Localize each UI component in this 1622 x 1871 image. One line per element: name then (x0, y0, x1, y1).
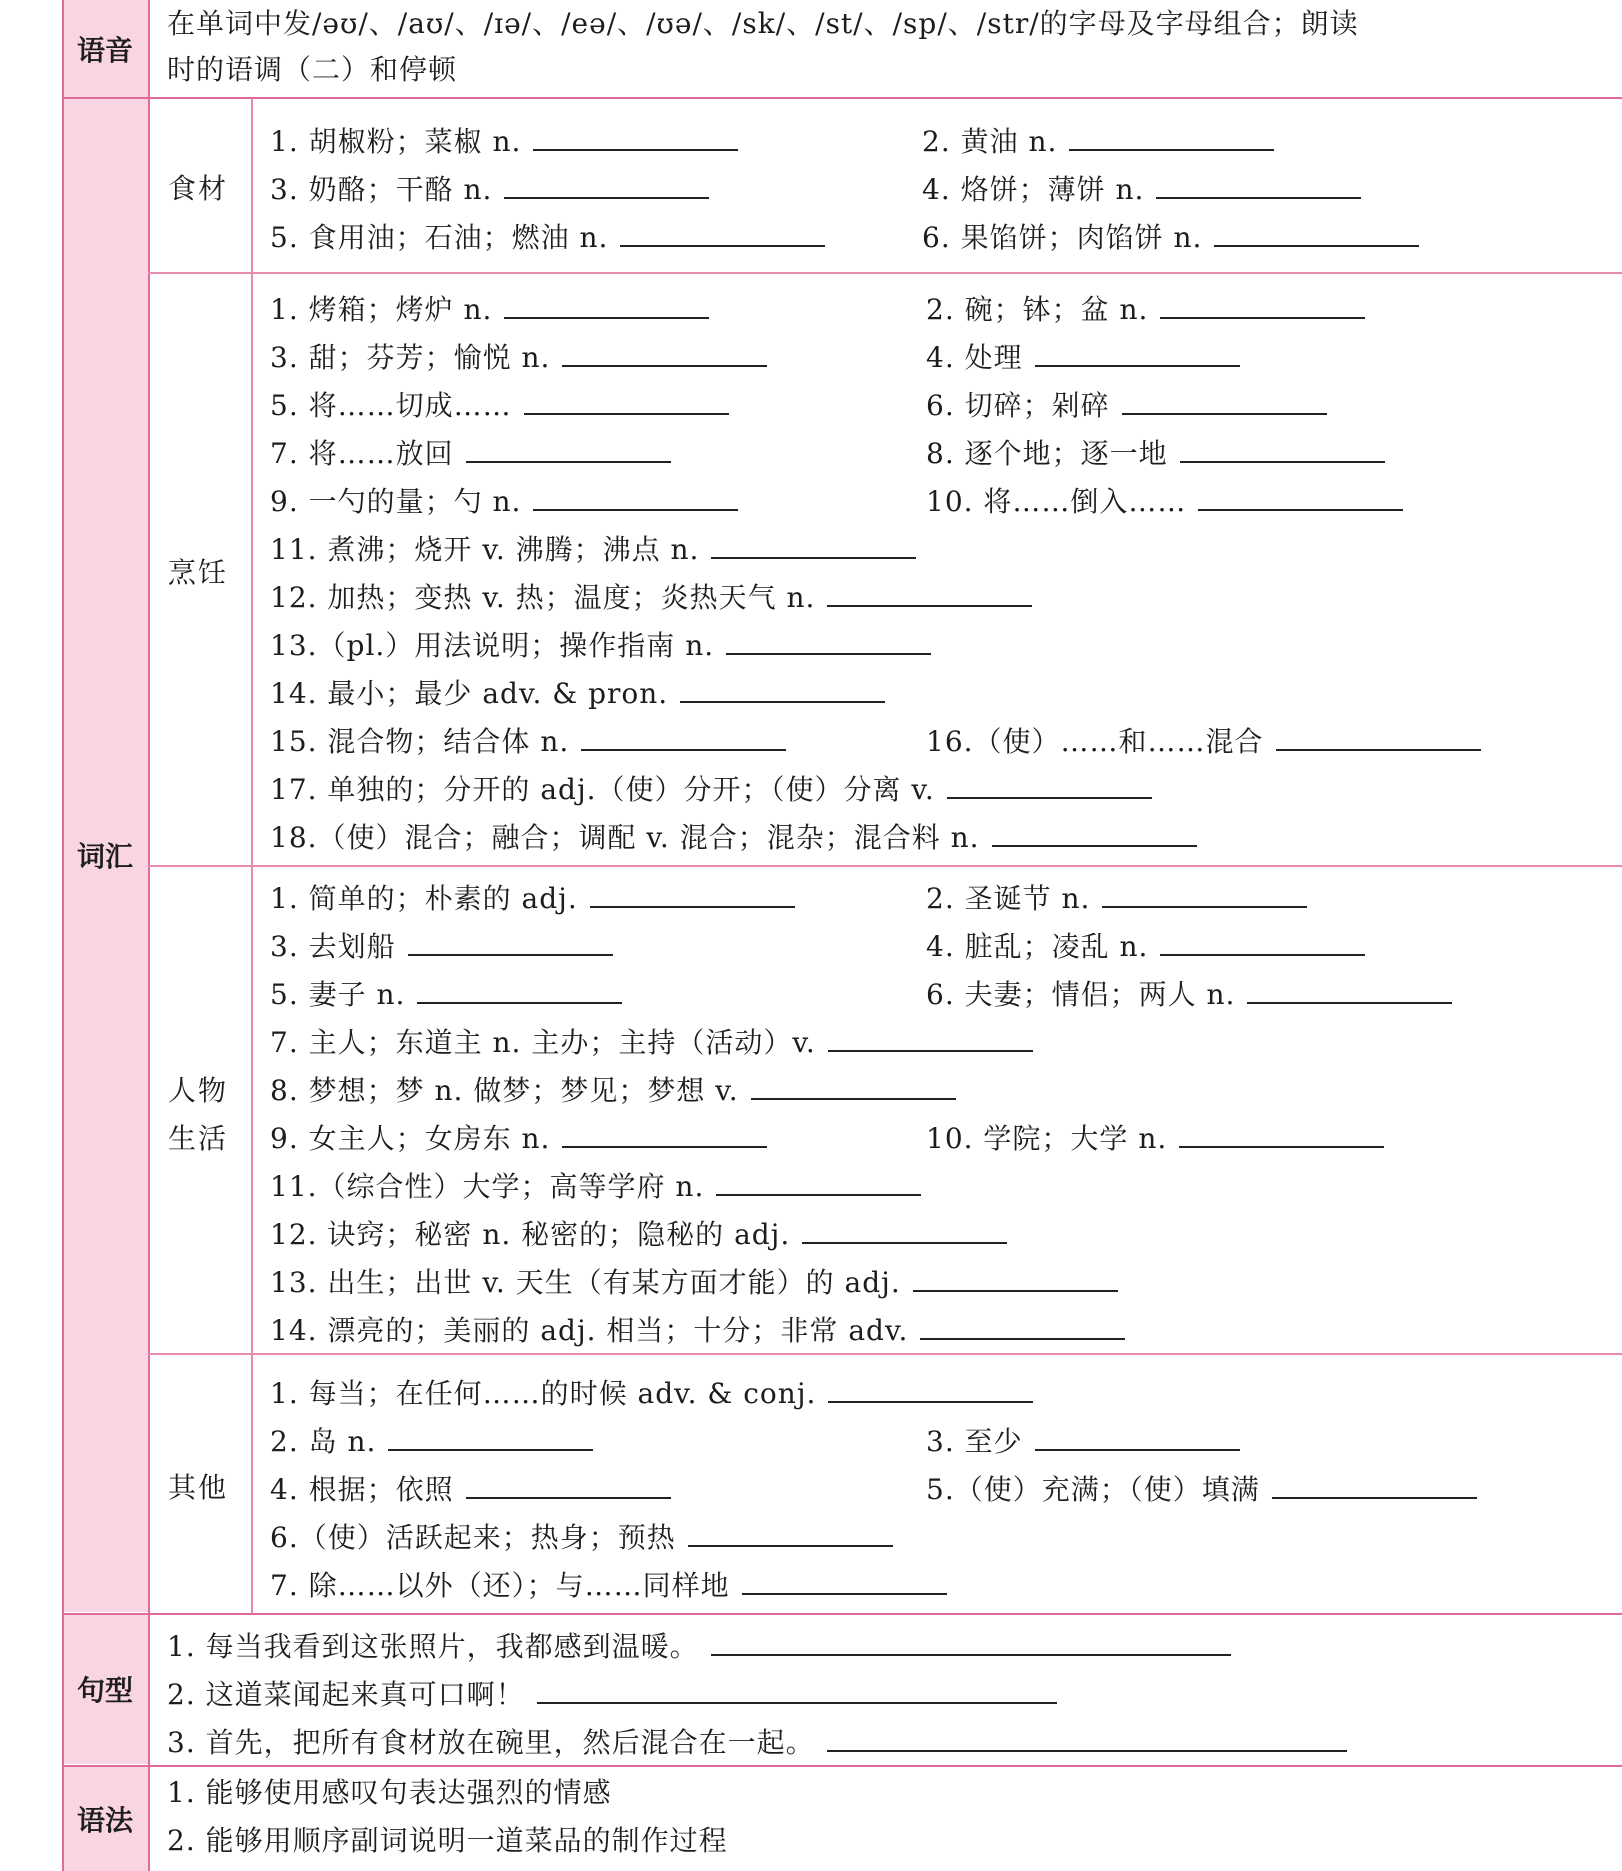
answer-blank[interactable] (1069, 119, 1274, 151)
answer-blank[interactable] (1179, 1116, 1384, 1148)
answer-blank[interactable] (711, 1624, 1231, 1656)
divider-vocab-sentences (62, 1613, 1622, 1615)
list-item: 5. 将……切成…… (270, 383, 729, 426)
people-label-1: 人物 (168, 1074, 229, 1107)
answer-blank[interactable] (533, 119, 738, 151)
table-left-border (62, 0, 64, 1871)
list-item: 10. 将……倒入…… (926, 479, 1403, 522)
list-item: 4. 脏乱；凌乱 n. (926, 924, 1365, 967)
list-item: 13.（pl.）用法说明；操作指南 n. (270, 623, 931, 666)
answer-blank[interactable] (947, 767, 1152, 799)
list-item: 2. 碗；钵；盆 n. (926, 287, 1365, 330)
answer-blank[interactable] (827, 1720, 1347, 1752)
grammar-item: 2. 能够用顺序副词说明一道菜品的制作过程 (167, 1824, 728, 1857)
list-item: 8. 梦想；梦 n. 做梦；梦见；梦想 v. (270, 1068, 956, 1111)
list-item: 6. 果馅饼；肉馅饼 n. (922, 215, 1419, 258)
vocabulary-label: 词汇 (76, 840, 133, 873)
list-item: 9. 女主人；女房东 n. (270, 1116, 767, 1159)
answer-blank[interactable] (417, 972, 622, 1004)
food-label: 食材 (168, 172, 229, 205)
answer-blank[interactable] (524, 383, 729, 415)
answer-blank[interactable] (742, 1563, 947, 1595)
grammar-label-cell (62, 1766, 148, 1871)
pronunciation-line-1: 在单词中发/əʊ/、/aʊ/、/ɪə/、/eə/、/ʊə/、/sk/、/st/、/sp/、/str/的字母及字母组合；朗读 (167, 7, 1359, 40)
list-item: 12. 诀窍；秘密 n. 秘密的；隐秘的 adj. (270, 1212, 1007, 1255)
other-label: 其他 (168, 1471, 229, 1504)
list-item: 7. 将……放回 (270, 431, 671, 474)
answer-blank[interactable] (827, 575, 1032, 607)
answer-blank[interactable] (1156, 167, 1361, 199)
answer-blank[interactable] (533, 479, 738, 511)
answer-blank[interactable] (1214, 215, 1419, 247)
answer-blank[interactable] (828, 1020, 1033, 1052)
list-item: 15. 混合物；结合体 n. (270, 719, 786, 762)
sentences-label: 句型 (76, 1674, 133, 1707)
answer-blank[interactable] (466, 1467, 671, 1499)
answer-blank[interactable] (751, 1068, 956, 1100)
list-item: 2. 圣诞节 n. (926, 876, 1307, 919)
list-item: 3. 至少 (926, 1419, 1240, 1462)
divider-cooking-people (148, 865, 1622, 867)
answer-blank[interactable] (1272, 1467, 1477, 1499)
list-item: 1. 每当；在任何……的时候 adv. & conj. (270, 1371, 1033, 1414)
vocabulary-label-cell (62, 98, 148, 1612)
list-item: 5. 食用油；石油；燃油 n. (270, 215, 825, 258)
list-item: 4. 烙饼；薄饼 n. (922, 167, 1361, 210)
grammar-label: 语法 (76, 1803, 133, 1837)
list-item: 11. 煮沸；烧开 v. 沸腾；沸点 n. (270, 527, 916, 570)
answer-blank[interactable] (920, 1308, 1125, 1340)
sentence-item: 1. 每当我看到这张照片，我都感到温暖。 (167, 1624, 1231, 1667)
list-item: 5.（使）充满；（使）填满 (926, 1467, 1477, 1510)
list-item: 3. 甜；芬芳；愉悦 n. (270, 335, 767, 378)
grammar-item: 1. 能够使用感叹句表达强烈的情感 (167, 1776, 612, 1809)
answer-blank[interactable] (590, 876, 795, 908)
cooking-label: 烹饪 (168, 556, 229, 589)
divider-food-cooking (148, 272, 1622, 274)
answer-blank[interactable] (1035, 1419, 1240, 1451)
list-item: 8. 逐个地；逐一地 (926, 431, 1385, 474)
divider-people-other (148, 1353, 1622, 1355)
answer-blank[interactable] (466, 431, 671, 463)
list-item: 6. 夫妻；情侣；两人 n. (926, 972, 1452, 1015)
answer-blank[interactable] (388, 1419, 593, 1451)
answer-blank[interactable] (1160, 287, 1365, 319)
answer-blank[interactable] (581, 719, 786, 751)
answer-blank[interactable] (828, 1371, 1033, 1403)
answer-blank[interactable] (1276, 719, 1481, 751)
list-item: 3. 奶酪；干酪 n. (270, 167, 709, 210)
answer-blank[interactable] (537, 1672, 1057, 1704)
answer-blank[interactable] (688, 1515, 893, 1547)
list-item: 2. 黄油 n. (922, 119, 1274, 162)
study-outline-table (62, 0, 1622, 1871)
list-item: 1. 简单的；朴素的 adj. (270, 876, 795, 919)
pronunciation-label: 语音 (76, 34, 133, 67)
sentence-item: 2. 这道菜闻起来真可口啊！ (167, 1672, 1057, 1715)
list-item: 16.（使）……和……混合 (926, 719, 1481, 762)
list-item: 4. 根据；依照 (270, 1467, 671, 1510)
answer-blank[interactable] (504, 287, 709, 319)
list-item: 7. 除……以外（还）；与……同样地 (270, 1563, 947, 1606)
label-column-divider (148, 0, 150, 1871)
answer-blank[interactable] (1247, 972, 1452, 1004)
list-item: 6.（使）活跃起来；热身；预热 (270, 1515, 893, 1558)
list-item: 4. 处理 (926, 335, 1240, 378)
list-item: 5. 妻子 n. (270, 972, 622, 1015)
answer-blank[interactable] (992, 815, 1197, 847)
list-item: 14. 漂亮的；美丽的 adj. 相当；十分；非常 adv. (270, 1308, 1125, 1351)
list-item: 1. 烤箱；烤炉 n. (270, 287, 709, 330)
answer-blank[interactable] (620, 215, 825, 247)
list-item: 2. 岛 n. (270, 1419, 593, 1462)
list-item: 13. 出生；出世 v. 天生（有某方面才能）的 adj. (270, 1260, 1118, 1303)
answer-blank[interactable] (802, 1212, 1007, 1244)
answer-blank[interactable] (913, 1260, 1118, 1292)
answer-blank[interactable] (726, 623, 931, 655)
pronunciation-line-2: 时的语调（二）和停顿 (167, 53, 458, 86)
list-item: 14. 最小；最少 adv. & pron. (270, 671, 885, 714)
subcategory-column-divider (251, 98, 253, 1614)
list-item: 6. 切碎；剁碎 (926, 383, 1327, 426)
answer-blank[interactable] (1198, 479, 1403, 511)
divider-sentences-grammar (62, 1765, 1622, 1767)
answer-blank[interactable] (504, 167, 709, 199)
list-item: 11.（综合性）大学；高等学府 n. (270, 1164, 921, 1207)
list-item: 17. 单独的；分开的 adj.（使）分开；（使）分离 v. (270, 767, 1152, 810)
pronunciation-label-cell (62, 0, 148, 98)
list-item: 3. 去划船 (270, 924, 613, 967)
answer-blank[interactable] (1102, 876, 1307, 908)
list-item: 10. 学院；大学 n. (926, 1116, 1384, 1159)
answer-blank[interactable] (1180, 431, 1385, 463)
sentences-label-cell (62, 1614, 148, 1764)
people-label-2: 生活 (168, 1122, 229, 1155)
list-item: 9. 一勺的量；勺 n. (270, 479, 738, 522)
answer-blank[interactable] (1122, 383, 1327, 415)
list-item: 7. 主人；东道主 n. 主办；主持（活动）v. (270, 1020, 1033, 1063)
answer-blank[interactable] (711, 527, 916, 559)
divider-pron-vocab (62, 97, 1622, 99)
answer-blank[interactable] (562, 1116, 767, 1148)
list-item: 18.（使）混合；融合；调配 v. 混合；混杂；混合料 n. (270, 815, 1197, 858)
sentence-item: 3. 首先，把所有食材放在碗里，然后混合在一起。 (167, 1720, 1347, 1763)
list-item: 12. 加热；变热 v. 热；温度；炎热天气 n. (270, 575, 1032, 618)
list-item: 1. 胡椒粉；菜椒 n. (270, 119, 738, 162)
answer-blank[interactable] (1160, 924, 1365, 956)
answer-blank[interactable] (1035, 335, 1240, 367)
answer-blank[interactable] (408, 924, 613, 956)
answer-blank[interactable] (562, 335, 767, 367)
answer-blank[interactable] (716, 1164, 921, 1196)
answer-blank[interactable] (680, 671, 885, 703)
